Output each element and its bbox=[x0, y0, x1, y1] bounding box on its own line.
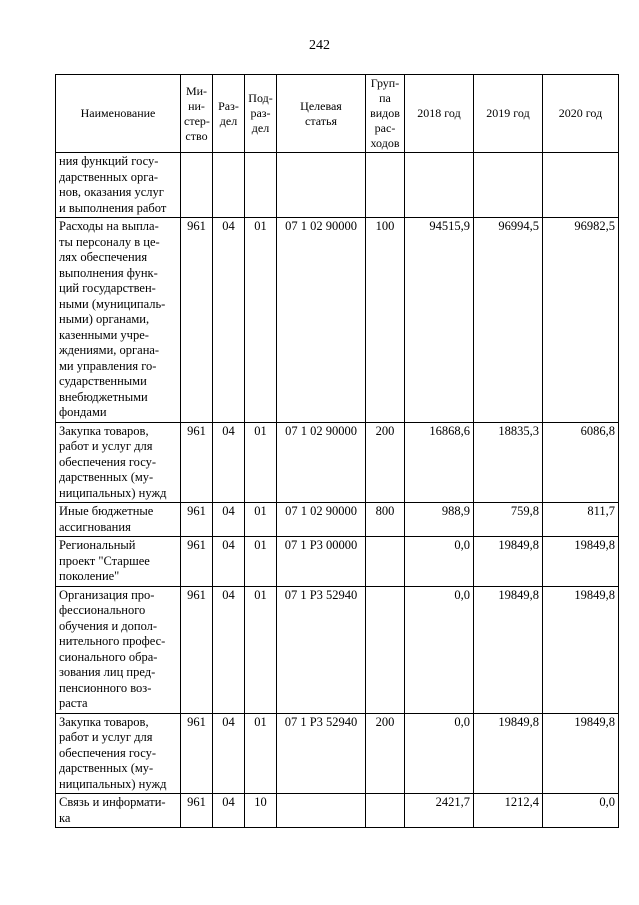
row-2020: 6086,8 bbox=[543, 422, 619, 503]
row-2020: 19849,8 bbox=[543, 713, 619, 794]
header-name: Наименование bbox=[56, 75, 181, 153]
row-group bbox=[366, 153, 405, 218]
header-section: Раз- дел bbox=[213, 75, 245, 153]
table-row bbox=[56, 218, 619, 423]
table-row bbox=[56, 713, 619, 794]
row-2019: 19849,8 bbox=[474, 537, 543, 587]
table-row bbox=[56, 537, 619, 587]
row-name: Расходы на выпла- ты персоналу в це- лях обеспечения выполнения функ- ций государствен- ными (муниципаль- ными) органами, казенными учре- ждениями, органа- ми управления го- сударственными внебюджетными фондами bbox=[56, 218, 181, 423]
row-name: Связь и информати- ка bbox=[56, 794, 181, 828]
header-target: Целевая статья bbox=[277, 75, 366, 153]
row-2018: 988,9 bbox=[405, 503, 474, 537]
row-ministry bbox=[181, 153, 213, 218]
row-ministry: 961 bbox=[181, 794, 213, 828]
row-2020: 19849,8 bbox=[543, 537, 619, 587]
row-name: Региональный проект "Старшее поколение" bbox=[56, 537, 181, 587]
row-target bbox=[277, 153, 366, 218]
row-group: 800 bbox=[366, 503, 405, 537]
row-name: Закупка товаров, работ и услуг для обеспечения госу- дарственных (му- ниципальных) нужд bbox=[56, 713, 181, 794]
row-group: 200 bbox=[366, 422, 405, 503]
row-subsection: 10 bbox=[245, 794, 277, 828]
row-ministry: 961 bbox=[181, 713, 213, 794]
table-row bbox=[56, 794, 619, 828]
row-2020 bbox=[543, 153, 619, 218]
row-group bbox=[366, 537, 405, 587]
row-section: 04 bbox=[213, 713, 245, 794]
row-target bbox=[277, 794, 366, 828]
row-subsection: 01 bbox=[245, 537, 277, 587]
row-target: 07 1 02 90000 bbox=[277, 422, 366, 503]
row-target: 07 1 P3 52940 bbox=[277, 586, 366, 713]
header-row bbox=[56, 75, 619, 153]
row-2018 bbox=[405, 153, 474, 218]
row-2019: 96994,5 bbox=[474, 218, 543, 423]
table-row bbox=[56, 586, 619, 713]
row-2018: 16868,6 bbox=[405, 422, 474, 503]
row-2019: 759,8 bbox=[474, 503, 543, 537]
row-group bbox=[366, 794, 405, 828]
row-ministry: 961 bbox=[181, 537, 213, 587]
row-2019 bbox=[474, 153, 543, 218]
row-2019: 19849,8 bbox=[474, 713, 543, 794]
row-ministry: 961 bbox=[181, 503, 213, 537]
row-subsection bbox=[245, 153, 277, 218]
header-2019: 2019 год bbox=[474, 75, 543, 153]
row-2018: 2421,7 bbox=[405, 794, 474, 828]
row-group bbox=[366, 586, 405, 713]
row-name: Организация про- фессионального обучения и допол- нительного профес- сионального обра- зования лиц пред- пенсионного воз- раста bbox=[56, 586, 181, 713]
row-subsection: 01 bbox=[245, 503, 277, 537]
row-2019: 19849,8 bbox=[474, 586, 543, 713]
row-target: 07 1 P3 00000 bbox=[277, 537, 366, 587]
table-row bbox=[56, 503, 619, 537]
row-2020: 0,0 bbox=[543, 794, 619, 828]
row-2020: 96982,5 bbox=[543, 218, 619, 423]
row-section: 04 bbox=[213, 503, 245, 537]
row-ministry: 961 bbox=[181, 218, 213, 423]
row-2020: 811,7 bbox=[543, 503, 619, 537]
header-expense-group: Груп- па видов рас- ходов bbox=[366, 75, 405, 153]
row-section: 04 bbox=[213, 537, 245, 587]
row-group: 200 bbox=[366, 713, 405, 794]
row-subsection: 01 bbox=[245, 422, 277, 503]
budget-table bbox=[55, 74, 619, 828]
row-subsection: 01 bbox=[245, 218, 277, 423]
row-section: 04 bbox=[213, 794, 245, 828]
row-ministry: 961 bbox=[181, 422, 213, 503]
row-2019: 18835,3 bbox=[474, 422, 543, 503]
header-2020: 2020 год bbox=[543, 75, 619, 153]
table-row bbox=[56, 153, 619, 218]
row-subsection: 01 bbox=[245, 713, 277, 794]
row-ministry: 961 bbox=[181, 586, 213, 713]
row-target: 07 1 02 90000 bbox=[277, 218, 366, 423]
row-name: Иные бюджетные ассигнования bbox=[56, 503, 181, 537]
page-number: 242 bbox=[309, 38, 330, 53]
row-section bbox=[213, 153, 245, 218]
row-section: 04 bbox=[213, 586, 245, 713]
row-section: 04 bbox=[213, 218, 245, 423]
header-ministry: Ми- ни- стер- ство bbox=[181, 75, 213, 153]
row-2018: 0,0 bbox=[405, 713, 474, 794]
row-subsection: 01 bbox=[245, 586, 277, 713]
row-name: ния функций госу- дарственных орга- нов, оказания услуг и выполнения работ bbox=[56, 153, 181, 218]
row-2018: 94515,9 bbox=[405, 218, 474, 423]
row-group: 100 bbox=[366, 218, 405, 423]
row-target: 07 1 02 90000 bbox=[277, 503, 366, 537]
table-row bbox=[56, 422, 619, 503]
row-2020: 19849,8 bbox=[543, 586, 619, 713]
header-subsection: Под- раз- дел bbox=[245, 75, 277, 153]
row-name: Закупка товаров, работ и услуг для обеспечения госу- дарственных (му- ниципальных) нужд bbox=[56, 422, 181, 503]
header-2018: 2018 год bbox=[405, 75, 474, 153]
row-section: 04 bbox=[213, 422, 245, 503]
row-2018: 0,0 bbox=[405, 537, 474, 587]
row-2018: 0,0 bbox=[405, 586, 474, 713]
row-target: 07 1 P3 52940 bbox=[277, 713, 366, 794]
row-2019: 1212,4 bbox=[474, 794, 543, 828]
